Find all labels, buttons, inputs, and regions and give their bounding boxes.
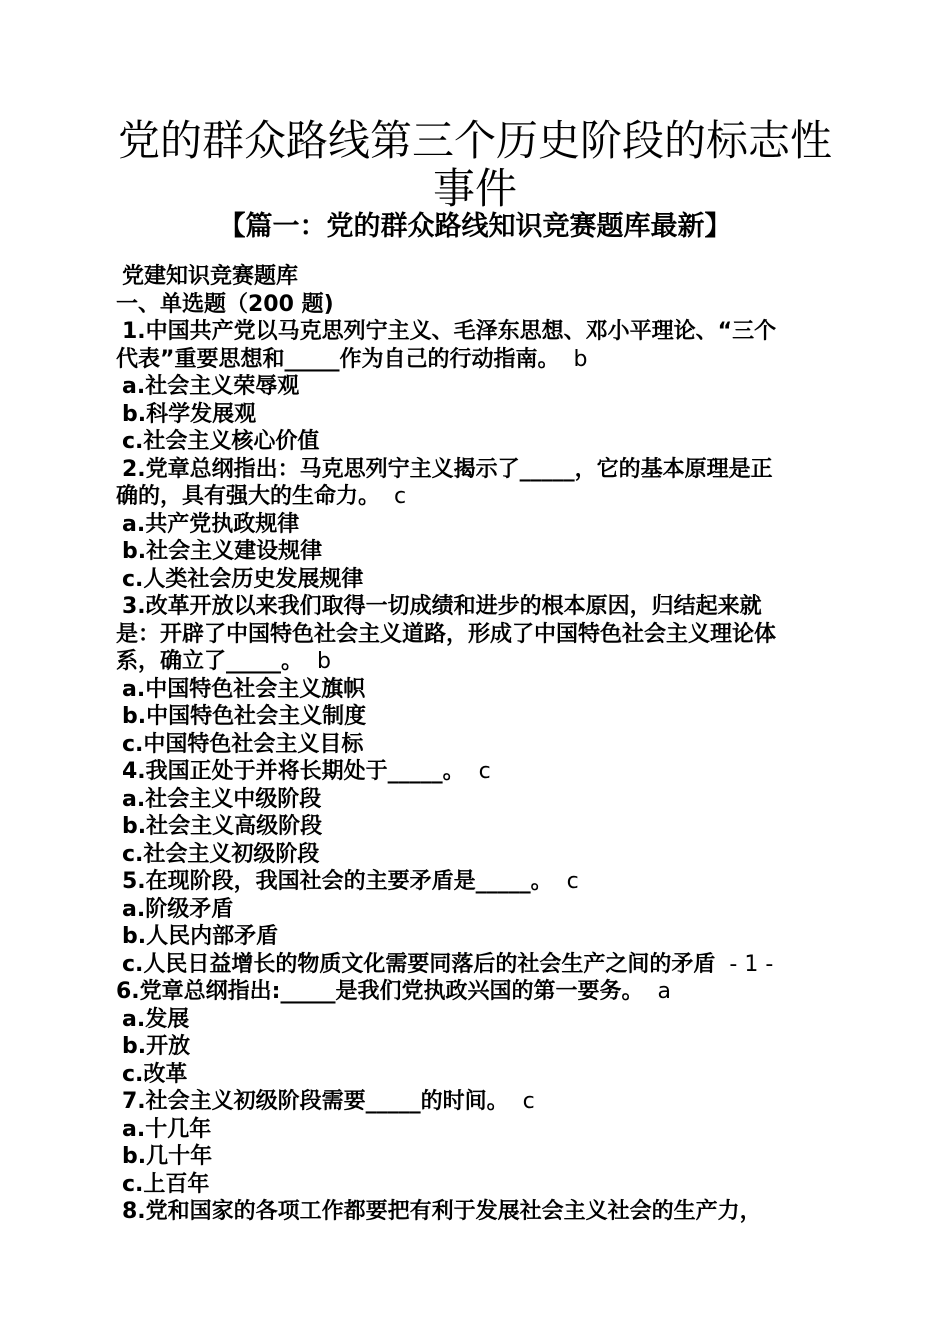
document-subtitle: 【篇一：党的群众路线知识竞赛题库最新】 [218,211,732,242]
text-line [116,923,842,951]
line-text: 7.社会主义初级阶段需要_____的时间。 [122,1089,509,1114]
line-text: c.人民日益增长的物质文化需要同落后的社会生产之间的矛盾 [122,951,716,977]
line-text: c.改革 [122,1061,188,1087]
text-line [116,1033,842,1061]
text-line [116,318,842,346]
text-line [116,703,842,731]
text-line [116,1171,842,1199]
line-text: a.共产党执政规律 [122,511,300,537]
line-text: 6.党章总纲指出:_____是我们党执政兴国的第一要务。 [116,979,644,1004]
document-body [116,263,842,1226]
line-text: 4.我国正处于并将长期处于_____。 [122,759,465,784]
text-line [116,896,842,924]
text-line [116,978,842,1006]
text-line [116,511,842,539]
line-text: 5.在现阶段，我国社会的主要矛盾是_____。 [122,869,553,894]
text-line [116,1198,842,1226]
line-text: 是：开辟了中国特色社会主义道路，形成了中国特色社会主义理论体 [116,621,777,647]
text-line [116,786,842,814]
text-line [116,1088,842,1116]
text-line [116,401,842,429]
answer-key: c [394,484,407,509]
line-text: c.社会主义核心价值 [122,429,320,454]
line-text: c.社会主义初级阶段 [122,841,320,867]
text-line [116,813,842,841]
answer-key: a [657,979,671,1004]
line-text: 1.中国共产党以马克思列宁主义、毛泽东思想、邓小平理论、“三个 [122,319,777,344]
line-text: a.中国特色社会主义旗帜 [122,676,366,702]
text-line [116,1061,842,1089]
text-line [116,621,842,649]
text-line [116,1006,842,1034]
document-title-line2: 事件 [432,164,517,213]
line-text: 系，确立了_____。 [116,649,304,674]
text-line [116,428,842,456]
text-line [116,648,842,676]
document-title-line1: 党的群众路线第三个历史阶段的标志性 [117,116,832,165]
text-line [116,483,842,511]
text-line [116,758,842,786]
text-line [116,456,842,484]
text-line [116,1116,842,1144]
line-text: b.人民内部矛盾 [122,924,279,949]
line-text: c.人类社会历史发展规律 [122,566,364,592]
answer-key: c [478,759,491,784]
answer-key: c [522,1089,535,1114]
answer-key: b [573,346,588,372]
line-text: a.社会主义中级阶段 [122,786,322,812]
line-text: 确的，具有强大的生命力。 [116,484,381,509]
line-text: a.发展 [122,1006,190,1032]
answer-key: b [317,649,331,674]
text-line [116,566,842,594]
line-text: 8.党和国家的各项工作都要把有利于发展社会主义社会的生产力， [122,1199,762,1224]
line-text: b.几十年 [122,1144,213,1169]
line-text: 代表”重要思想和_____作为自己的行动指南。 [116,346,560,372]
text-line [116,538,842,566]
text-line [116,346,842,374]
line-text: a.社会主义荣辱观 [122,374,300,399]
text-line [116,676,842,704]
text-line [116,868,842,896]
line-text: b.科学发展观 [122,401,257,427]
text-line [116,593,842,621]
line-text: a.十几年 [122,1116,212,1142]
line-text: b.中国特色社会主义制度 [122,704,367,729]
question-list [116,318,842,1226]
section-title: 一、单选题（200 题) [116,291,334,317]
page-number: - 1 - [729,951,774,977]
line-text: b.开放 [122,1034,191,1059]
answer-key: c [566,869,579,894]
line-text: a.阶级矛盾 [122,896,234,922]
line-text: c.上百年 [122,1171,210,1197]
text-line [116,1143,842,1171]
text-line [116,373,842,401]
line-text: b.社会主义高级阶段 [122,814,323,839]
section-heading: 党建知识竞赛题库 [122,264,299,289]
line-text: b.社会主义建设规律 [122,539,323,564]
line-text: 2.党章总纲指出：马克思列宁主义揭示了_____，它的基本原理是正 [122,456,773,482]
text-line [116,951,842,979]
text-line [116,841,842,869]
text-line [116,731,842,759]
line-text: c.中国特色社会主义目标 [122,731,364,757]
line-text: 3.改革开放以来我们取得一切成绩和进步的根本原因，归结起来就 [122,594,762,619]
